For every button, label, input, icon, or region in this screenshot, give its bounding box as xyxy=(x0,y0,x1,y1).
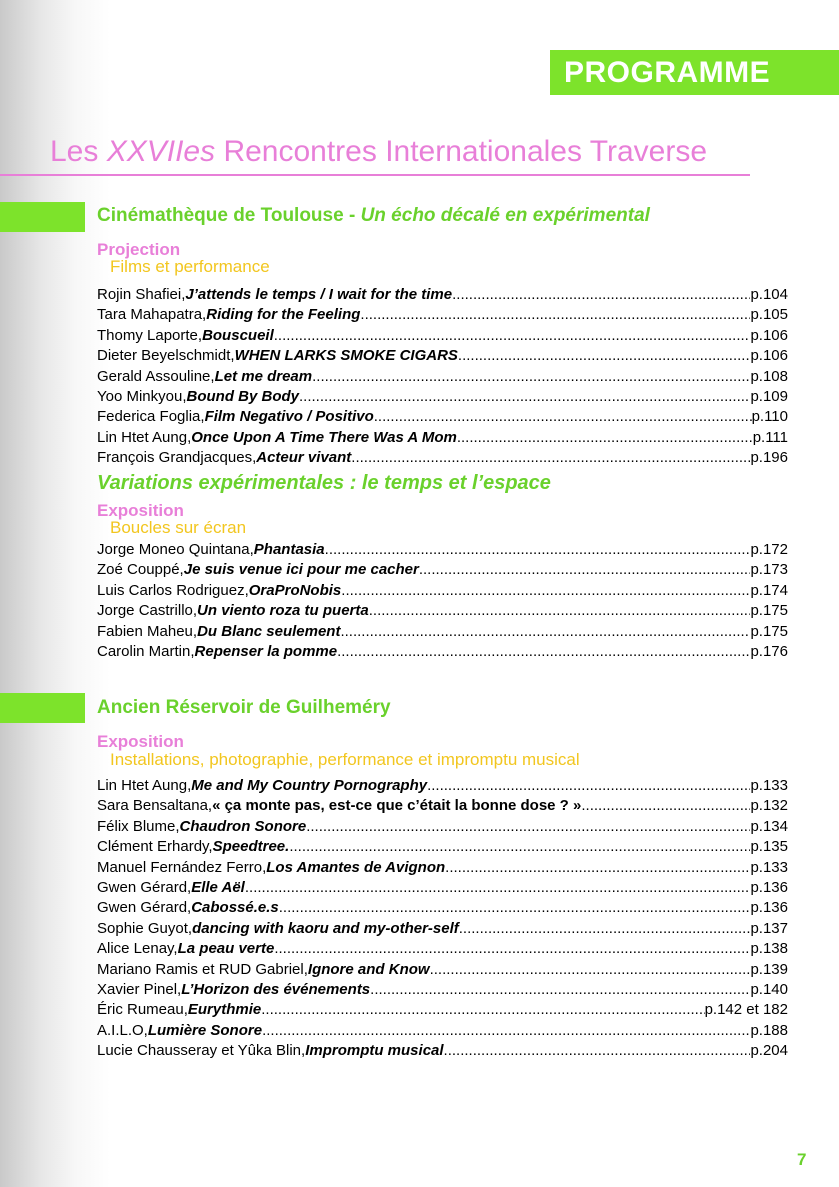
entry-author: Lin Htet Aung, xyxy=(97,428,192,446)
entry-page: p.138 xyxy=(750,940,788,958)
list-item xyxy=(97,960,788,980)
list-item xyxy=(97,837,788,857)
entry-author: Yoo Minkyou, xyxy=(97,387,187,405)
list-item xyxy=(97,1041,788,1061)
list-item xyxy=(97,448,788,468)
section-title-reservoir: Ancien Réservoir de Guilheméry xyxy=(97,697,391,718)
entry-page: p.110 xyxy=(751,408,788,426)
list-item xyxy=(97,919,788,939)
entry-title: Acteur vivant xyxy=(256,449,352,467)
entry-title: Chaudron Sonore xyxy=(179,817,307,835)
entry-page: p.136 xyxy=(750,878,788,896)
entry-author: Clément Erhardy, xyxy=(97,838,213,856)
title-underline xyxy=(0,174,750,176)
entry-author: Carolin Martin, xyxy=(97,642,195,660)
entry-page: p.142 et 182 xyxy=(704,1001,788,1019)
entry-title: La peau verte xyxy=(177,940,275,958)
entry-title: Je suis venue ici pour me cacher xyxy=(183,561,419,579)
section-marker-reservoir xyxy=(0,693,85,723)
list-item xyxy=(97,858,788,878)
dot-leader xyxy=(459,919,751,939)
dot-leader xyxy=(370,980,750,1000)
entry-author: Luis Carlos Rodriguez, xyxy=(97,581,249,599)
entry-author: Zoé Couppé, xyxy=(97,561,184,579)
entry-title: Speedtree. xyxy=(212,838,290,856)
entry-title: J’attends le temps / I wait for the time xyxy=(185,286,453,303)
list-item xyxy=(97,642,788,662)
entry-page: p.106 xyxy=(750,347,788,365)
entry-author: Jorge Castrillo, xyxy=(97,602,198,620)
list-item xyxy=(97,601,788,621)
list-item xyxy=(97,540,788,560)
dot-leader xyxy=(312,367,750,387)
title-suffix: Rencontres Internationales Traverse xyxy=(215,135,708,168)
entry-title: dancing with kaoru and my-other-self xyxy=(192,919,459,937)
title-emphasis: XXVIIes xyxy=(106,135,216,168)
dot-leader xyxy=(245,878,751,898)
entry-author: Thomy Laporte, xyxy=(97,326,203,344)
programme-list-boucles xyxy=(97,540,788,662)
dot-leader xyxy=(581,796,750,816)
list-item xyxy=(97,407,788,427)
list-item xyxy=(97,622,788,642)
dot-leader xyxy=(341,581,750,601)
entry-author: Tara Mahapatra, xyxy=(97,306,207,324)
category-exposition: Exposition xyxy=(97,501,184,520)
entry-title: Repenser la pomme xyxy=(194,642,338,660)
entry-author: Félix Blume, xyxy=(97,817,180,835)
list-item xyxy=(97,878,788,898)
page-title xyxy=(50,135,707,169)
list-item xyxy=(97,428,788,448)
category-exposition-reservoir: Exposition xyxy=(97,732,184,751)
entry-page: p.111 xyxy=(752,428,788,446)
page-number: 7 xyxy=(797,1150,807,1169)
entry-author: Dieter Beyelschmidt, xyxy=(97,347,235,365)
entry-title: Du Blanc seulement xyxy=(197,622,341,640)
entry-author: Lin Htet Aung, xyxy=(97,777,192,794)
dot-leader xyxy=(457,428,753,448)
list-item xyxy=(97,285,788,305)
entry-title: WHEN LARKS SMOKE CIGARS xyxy=(234,347,458,365)
entry-title: « ça monte pas, est-ce que c’était la bonne dose ? » xyxy=(212,797,582,815)
entry-page: p.174 xyxy=(750,581,788,599)
entry-author: A.I.L.O, xyxy=(97,1021,148,1039)
list-item xyxy=(97,939,788,959)
entry-page: p.196 xyxy=(750,449,788,467)
dot-leader xyxy=(279,898,751,918)
dot-leader xyxy=(299,387,750,407)
dot-leader xyxy=(337,642,750,662)
entry-author: Jorge Moneo Quintana, xyxy=(97,541,254,558)
list-item xyxy=(97,326,788,346)
entry-author: François Grandjacques, xyxy=(97,449,257,467)
entry-title: Elle Aël xyxy=(191,878,245,896)
entry-title: Bouscueil xyxy=(202,326,274,344)
entry-title: Bound By Body xyxy=(186,387,300,405)
entry-page: p.132 xyxy=(750,797,788,815)
list-item xyxy=(97,796,788,816)
entry-title: Lumière Sonore xyxy=(147,1021,263,1039)
entry-page: p.106 xyxy=(750,326,788,344)
entry-page: p.140 xyxy=(750,980,788,998)
dot-leader xyxy=(261,1000,704,1020)
list-item xyxy=(97,387,788,407)
entry-title: L’Horizon des événements xyxy=(181,980,371,998)
entry-author: Alice Lenay, xyxy=(97,940,178,958)
programme-banner: PROGRAMME xyxy=(550,50,839,95)
entry-title: Un viento roza tu puerta xyxy=(197,602,369,620)
entry-page: p.175 xyxy=(750,602,788,620)
list-item xyxy=(97,305,788,325)
entry-page: p.134 xyxy=(750,817,788,835)
dot-leader xyxy=(274,939,750,959)
entry-title: Let me dream xyxy=(214,367,313,385)
entry-author: Rojin Shafiei, xyxy=(97,286,186,303)
list-item xyxy=(97,776,788,796)
entry-page: p.133 xyxy=(750,858,788,876)
entry-author: Mariano Ramis et RUD Gabriel, xyxy=(97,960,308,978)
entry-title: Impromptu musical xyxy=(305,1042,444,1060)
section-title-cinematheque xyxy=(97,205,650,227)
entry-title: Eurythmie xyxy=(187,1001,262,1019)
list-item xyxy=(97,560,788,580)
dot-leader xyxy=(427,776,750,796)
entry-page: p.109 xyxy=(750,387,788,405)
entry-page: p.104 xyxy=(750,286,788,303)
entry-title: Once Upon A Time There Was A Mom xyxy=(191,428,457,446)
entry-author: Éric Rumeau, xyxy=(97,1001,188,1019)
subcategory-installations: Installations, photographie, performance et impromptu musical xyxy=(110,750,580,769)
dot-leader xyxy=(369,601,751,621)
list-item xyxy=(97,581,788,601)
entry-title: OraProNobis xyxy=(248,581,342,599)
dot-leader xyxy=(274,326,751,346)
entry-page: p.137 xyxy=(750,919,788,937)
entry-author: Lucie Chausseray et Yûka Blin, xyxy=(97,1042,306,1060)
entry-title: Film Negativo / Positivo xyxy=(204,408,374,426)
entry-page: p.188 xyxy=(750,1021,788,1039)
dot-leader xyxy=(430,960,751,980)
dot-leader xyxy=(340,622,750,642)
entry-page: p.139 xyxy=(750,960,788,978)
entry-author: Gwen Gérard, xyxy=(97,878,192,896)
entry-title: Me and My Country Pornography xyxy=(191,777,428,794)
dot-leader xyxy=(444,1041,751,1061)
dot-leader xyxy=(360,305,750,325)
list-item xyxy=(97,367,788,387)
dot-leader xyxy=(289,837,750,857)
dot-leader xyxy=(445,858,750,878)
dot-leader xyxy=(374,407,752,427)
entry-author: Manuel Fernández Ferro, xyxy=(97,858,267,876)
dot-leader xyxy=(351,448,750,468)
entry-author: Gerald Assouline, xyxy=(97,367,215,385)
entry-page: p.176 xyxy=(750,642,788,660)
venue-tagline: Un écho décalé en expérimental xyxy=(360,205,650,226)
dot-leader xyxy=(306,817,750,837)
entry-page: p.173 xyxy=(750,561,788,579)
programme-list-projection xyxy=(97,285,788,469)
entry-page: p.108 xyxy=(750,367,788,385)
subcategory-boucles: Boucles sur écran xyxy=(110,518,247,537)
dot-leader xyxy=(262,1021,750,1041)
section-marker-cinematheque xyxy=(0,202,85,232)
programme-list-installations xyxy=(97,776,788,1061)
dot-leader xyxy=(458,346,751,366)
title-prefix: Les xyxy=(50,135,107,168)
list-item xyxy=(97,817,788,837)
entry-page: p.135 xyxy=(750,838,788,856)
entry-author: Sophie Guyot, xyxy=(97,919,193,937)
venue-name: Cinémathèque de Toulouse xyxy=(97,205,344,226)
dot-leader xyxy=(452,285,750,305)
entry-page: p.136 xyxy=(750,899,788,917)
list-item xyxy=(97,980,788,1000)
entry-page: p.175 xyxy=(750,622,788,640)
list-item xyxy=(97,898,788,918)
entry-author: Fabien Maheu, xyxy=(97,622,198,640)
dot-leader xyxy=(325,540,751,560)
entry-title: Cabossé.e.s xyxy=(191,899,279,917)
subsection-title-variations: Variations expérimentales : le temps et l’espace xyxy=(97,472,551,494)
entry-author: Sara Bensaltana, xyxy=(97,797,213,815)
entry-page: p.204 xyxy=(750,1042,788,1060)
entry-title: Los Amantes de Avignon xyxy=(266,858,446,876)
entry-title: Ignore and Know xyxy=(307,960,430,978)
subcategory-films: Films et performance xyxy=(110,257,270,276)
list-item xyxy=(97,1000,788,1020)
entry-page: p.133 xyxy=(750,777,788,794)
list-item xyxy=(97,1021,788,1041)
entry-title: Riding for the Feeling xyxy=(206,306,361,324)
category-projection: Projection xyxy=(97,240,181,259)
entry-page: p.172 xyxy=(750,541,788,558)
entry-author: Federica Foglia, xyxy=(97,408,205,426)
entry-title: Phantasia xyxy=(253,541,325,558)
title-separator: - xyxy=(343,205,361,226)
dot-leader xyxy=(419,560,751,580)
entry-author: Xavier Pinel, xyxy=(97,980,182,998)
entry-page: p.105 xyxy=(750,306,788,324)
entry-author: Gwen Gérard, xyxy=(97,899,192,917)
list-item xyxy=(97,346,788,366)
